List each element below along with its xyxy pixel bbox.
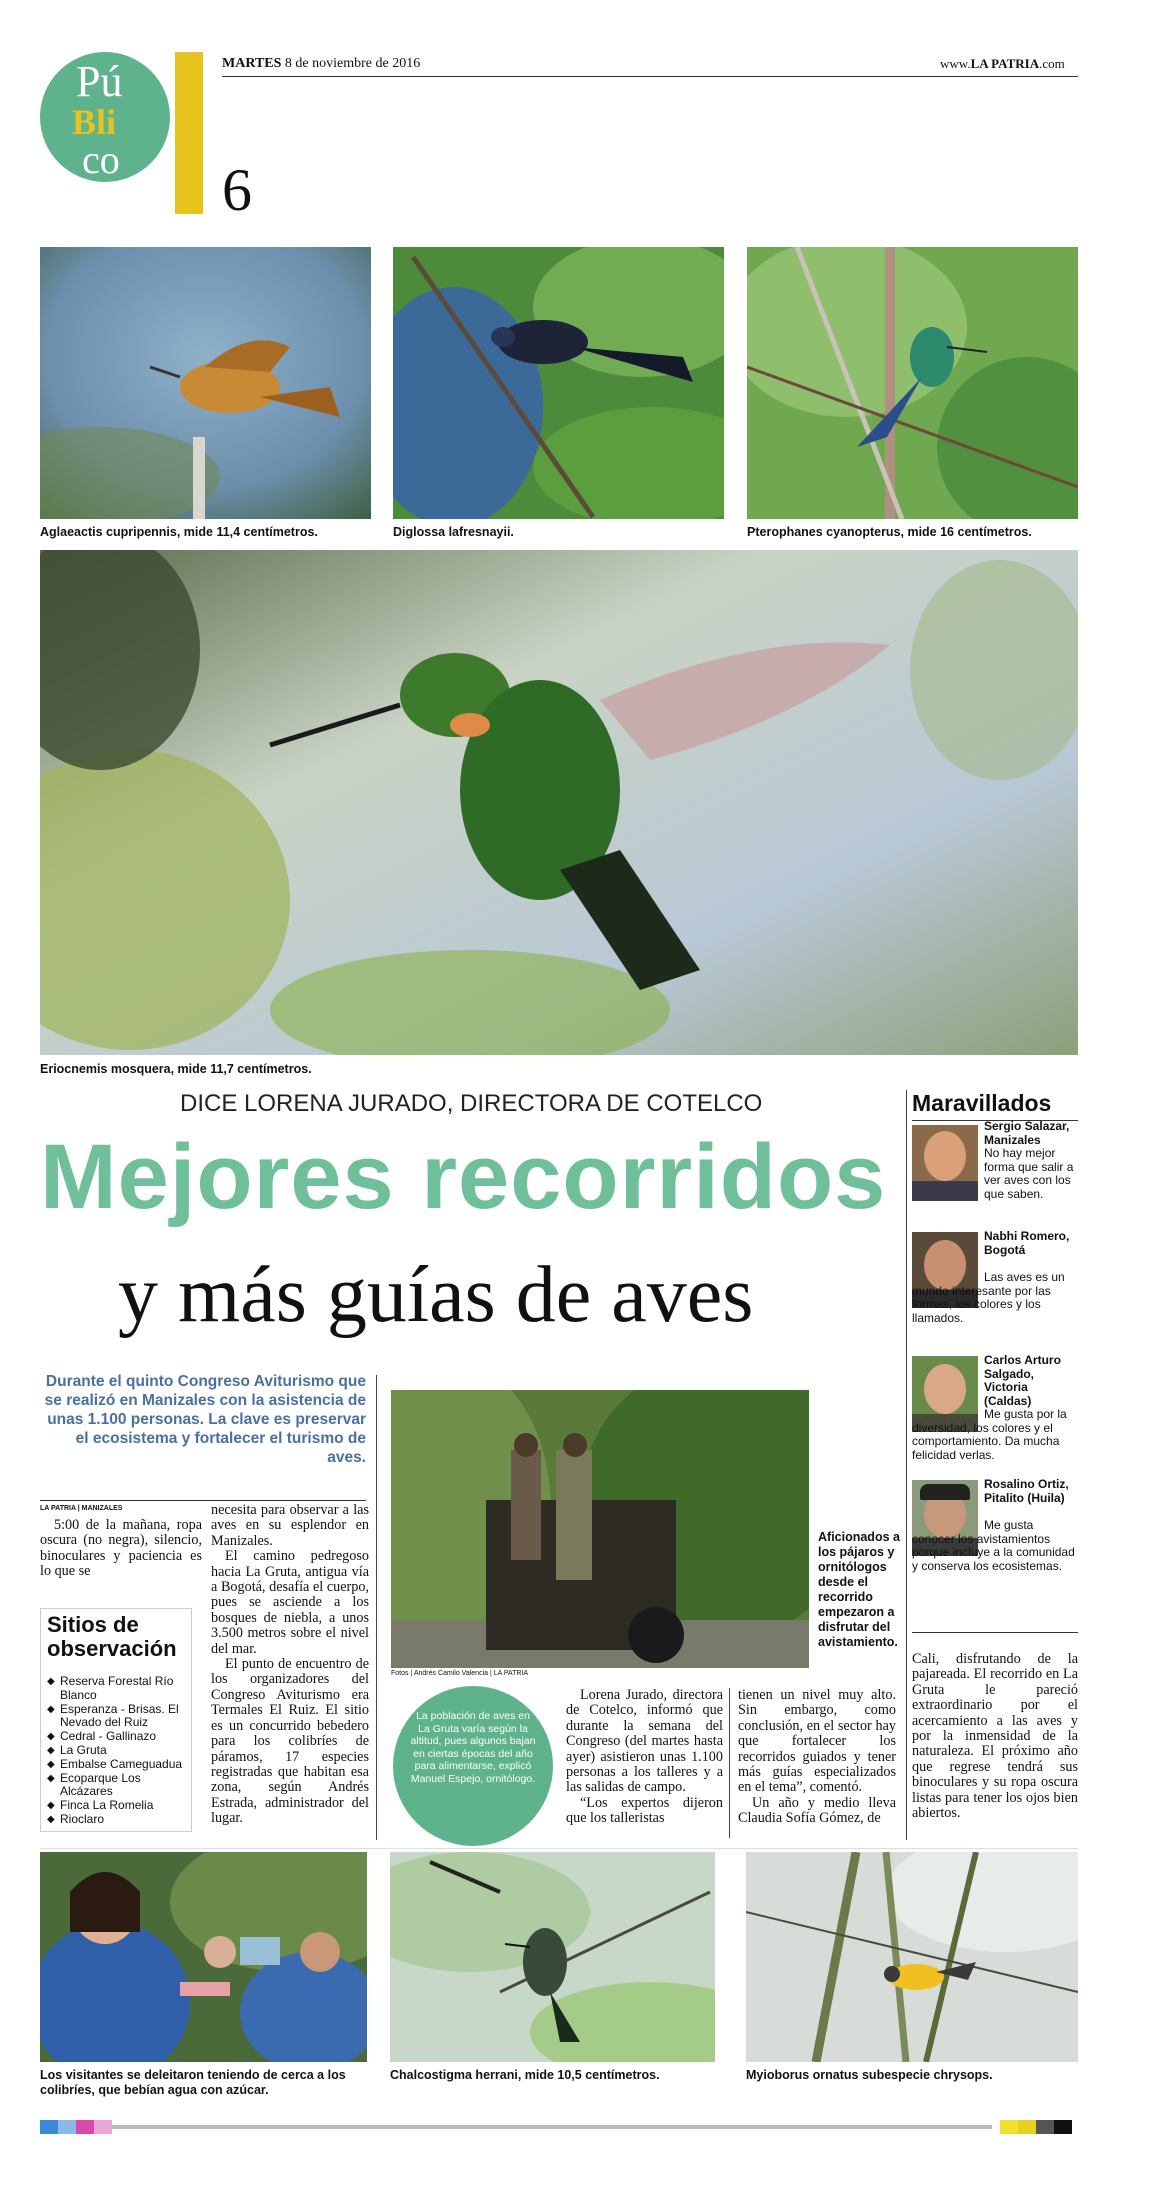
article-col2-p1: necesita para observar a las aves en su esplendor en Manizales.	[211, 1502, 369, 1549]
maravillado-name: Carlos Arturo Salgado, Victoria (Caldas)	[984, 1353, 1061, 1408]
sitios-item: ◆ Rioclaro	[47, 1813, 189, 1827]
website-suffix: .com	[1039, 56, 1065, 71]
section-logo-text-1: Pú	[76, 57, 123, 106]
sitios-title-2: observación	[47, 1636, 177, 1661]
photo-credit: Fotos | Andrés Camilo Valencia | LA PATRIA	[391, 1670, 529, 1677]
article-col4-p2: Un año y medio lleva Claudia Sofía Gómez, de	[738, 1794, 896, 1827]
section-logo-bar	[175, 52, 203, 214]
maravillado-sergio	[984, 1120, 1078, 1201]
photo-visitantes	[40, 1852, 367, 2062]
avatar-sergio	[912, 1125, 978, 1201]
article-kicker: DICE LORENA JURADO, DIRECTORA DE COTELCO	[180, 1090, 763, 1117]
sitios-item: ◆ Ecoparque Los Alcázares	[47, 1772, 189, 1800]
col2-rule	[376, 1375, 377, 1840]
photo-aficionados	[391, 1390, 809, 1668]
caption-pterophanes: Pterophanes cyanopterus, mide 16 centímetros.	[747, 525, 1032, 539]
callout-circle	[393, 1686, 553, 1846]
section-logo-text-3: co	[82, 137, 120, 182]
caption-chalcostigma: Chalcostigma herrani, mide 10,5 centímetros.	[390, 2068, 660, 2082]
caption-visitantes: Los visitantes se deleitaron teniendo de cerca a los colibríes, que bebían agua con azúcar.	[40, 2068, 346, 2097]
maravillado-nabhi	[984, 1230, 1078, 1257]
section-logo	[40, 52, 190, 182]
photo-aglaeactis	[40, 247, 371, 519]
section-logo-text-2: Bli	[72, 102, 117, 142]
sitios-item: ◆ Esperanza - Brisas. El Nevado del Ruiz	[47, 1703, 189, 1731]
caption-eriocnemis: Eriocnemis mosquera, mide 11,7 centímetros.	[40, 1062, 312, 1076]
maravillados-title: Maravillados	[912, 1090, 1052, 1116]
sitios-title-1: Sitios de	[47, 1612, 139, 1637]
article-col3	[566, 1688, 723, 1827]
sitios-item: ◆ Reserva Forestal Río Blanco	[47, 1675, 189, 1703]
header-date	[222, 56, 420, 72]
header-day: MARTES	[222, 56, 282, 71]
sitios-title	[47, 1613, 187, 1661]
website-brand: LA PATRIA	[970, 56, 1040, 71]
sitios-item: ◆ La Gruta	[47, 1744, 189, 1758]
article-col5-p1: Cali, disfrutando de la pajareada. El recorrido en La Gruta le pareció extraordinario por el acercamiento a las aves y por la inmensidad de la naturaleza. El próximo año que regrese tendrá sus binoculares y su ropa oscura listas para tener los ojos bien abiertos.	[912, 1651, 1078, 1822]
maravillado-carlos	[984, 1354, 1078, 1408]
article-headline-line2: y más guías de aves	[118, 1251, 754, 1339]
sitios-box	[40, 1608, 192, 1832]
maravillado-carlos-quote: Me gusta por la diversidad, los colores y el comportamiento. Da mucha felicidad verlas.	[912, 1407, 1067, 1462]
maravillado-name: Sergio Salazar, Manizales	[984, 1119, 1070, 1147]
article-col1	[40, 1518, 202, 1580]
maravillado-name: Nabhi Romero, Bogotá	[984, 1229, 1070, 1257]
caption-diglossa: Diglossa lafresnayii.	[393, 525, 514, 539]
callout-text: La población de aves en La Gruta varía según la altitud, pues algunos bajan en ciertas épocas del año para alimentarse, explicó Manuel Espejo, ornitólogo.	[410, 1710, 536, 1785]
article-col3-p2: “Los expertos dijeron que los talleristas	[566, 1794, 723, 1827]
maravillados-bottom-rule	[912, 1632, 1078, 1633]
photo-myioborus	[746, 1852, 1078, 2062]
caption-aglaeactis: Aglaeactis cupripennis, mide 11,4 centímetros.	[40, 525, 318, 539]
article-col4-p1: tienen un nivel muy alto. Sin embargo, como conclusión, en el sector hay que fortalecer los recorridos guiados y tener más guías especializados en el tema”, comentó.	[738, 1687, 896, 1796]
caption-myioborus: Myioborus ornatus subespecie chrysops.	[746, 2068, 993, 2082]
bottom-photos-rule	[40, 1848, 1078, 1849]
article-headline-line1: Mejores recorridos	[40, 1126, 887, 1228]
maravillado-quote: No hay mejor forma que salir a ver aves con los que saben.	[984, 1146, 1074, 1201]
photo-chalcostigma	[390, 1852, 715, 2062]
sitios-item: ◆ Finca La Romelia	[47, 1799, 189, 1813]
print-color-bar	[40, 2120, 1078, 2134]
maravillado-name: Rosalino Ortiz, Pitalito (Huila)	[984, 1477, 1069, 1505]
article-lead: Durante el quinto Congreso Aviturismo que se realizó en Manizales con la asistencia de unas 1.100 personas. La clave es preservar el ecosistema y fortalecer el turismo de aves.	[44, 1373, 366, 1466]
article-col5	[912, 1652, 1078, 1821]
sitios-item: ◆ Cedral - Gallinazo	[47, 1730, 189, 1744]
page-number: 6	[222, 157, 252, 223]
article-col3-p1: Lorena Jurado, directora de Cotelco, informó que durante la semana del Congreso (del martes hasta ayer) asistieron unas 1.100 personas a los talleres y a las salidas de campo.	[566, 1687, 723, 1796]
headline-sidebar-rule	[906, 1090, 907, 1840]
photo-pterophanes	[747, 247, 1078, 519]
maravillado-rosalino	[984, 1478, 1078, 1505]
sitios-list	[47, 1675, 189, 1827]
article-col1-text: 5:00 de la mañana, ropa oscura (no negra), silencio, binoculares y paciencia es lo que se	[40, 1517, 202, 1580]
header-website	[940, 56, 1065, 72]
article-byline: LA PATRIA | MANIZALES	[40, 1505, 123, 1512]
maravillado-rosalino-quote: Me gusta conocer los avistamientos porque incluye a la comunidad y conserva los ecosistemas.	[912, 1518, 1075, 1573]
lead-rule	[40, 1500, 366, 1501]
maravillado-nabhi-quote: Las aves es un mundo interesante por las formas, los colores y los llamados.	[912, 1270, 1065, 1325]
header-rule	[222, 76, 1078, 77]
photo-diglossa	[393, 247, 724, 519]
photo-eriocnemis	[40, 550, 1078, 1055]
article-col2-p3: El punto de encuentro de los organizadores del Congreso Aviturismo era Termales El Ruiz. El sitio es un concurrido bebedero para los colibríes de páramos, 17 especies registradas que habitan esa zona, según Andrés Estrada, administrador del lugar.	[211, 1656, 369, 1827]
article-col2	[211, 1503, 369, 1827]
article-col2-p2: El camino pedregoso hacia La Gruta, antigua vía a Bogotá, desafía el cuerpo, pues se asciende a los bosques de niebla, a unos 3.500 metros sobre el nivel del mar.	[211, 1548, 369, 1657]
header-date-text: 8 de noviembre de 2016	[284, 56, 421, 71]
photo-caption-aficionados: Aficionados a los pájaros y ornitólogos desde el recorrido empezaron a disfrutar del avistamiento.	[818, 1530, 900, 1649]
sitios-item: ◆ Embalse Cameguadua	[47, 1758, 189, 1772]
website-prefix: www.	[940, 56, 971, 71]
article-col4	[738, 1688, 896, 1827]
col3-rule	[729, 1688, 730, 1838]
